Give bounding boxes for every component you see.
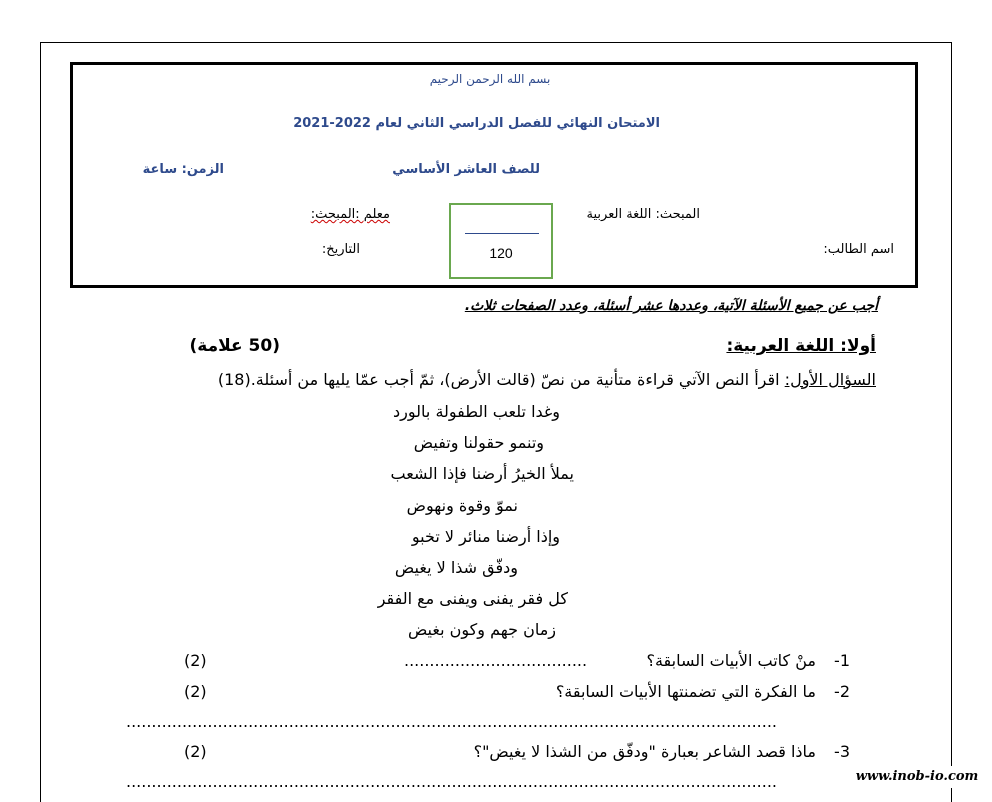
instructions: أجب عن جميع الأسئلة الآتية، وعددها عشر أسئلة، وعدد الصفحات ثلاث. [464, 298, 878, 314]
poem-line: ودفّق شذا لا يغيض [394, 558, 518, 577]
answer-line: ................................................................................................................................ [126, 712, 777, 731]
subq-number: 1- [834, 651, 850, 670]
poem-line: وتنمو حقولنا وتفيض [413, 433, 544, 452]
question1-label: السؤال الأول: [784, 370, 876, 389]
poem-line: نموّ وقوة ونهوض [406, 496, 518, 515]
poem-line: زمان جهم وكون بغيض [407, 620, 556, 639]
poem-line: وإذا أرضنا منائر لا تخبو [411, 527, 560, 546]
question1-text: اقرأ النص الآتي قراءة متأنية من نصّ (قالت الأرض)، ثمّ أجب عمّا يليها من أسئلة. [250, 370, 780, 389]
subq-text: ما الفكرة التي تضمنتها الأبيات السابقة؟ [555, 682, 816, 701]
subq-marks: (2) [184, 651, 207, 670]
subq-number: 3- [834, 742, 850, 761]
basmala: بسم الله الرحمن الرحيم [429, 72, 551, 86]
score-line [465, 233, 539, 234]
score-total: 120 [489, 245, 513, 261]
teacher-label [270, 207, 390, 222]
time-label: الزمن: ساعة [142, 162, 224, 177]
poem-line: وغدا تلعب الطفولة بالورد [393, 402, 560, 421]
student-name-label: اسم الطالب: [823, 242, 894, 257]
section-title: أولا: اللغة العربية: [726, 336, 876, 356]
exam-title: الامتحان النهائي للفصل الدراسي الثاني لعام 2022-2021 [293, 116, 660, 131]
question1 [120, 370, 876, 389]
page-border-right [951, 42, 952, 802]
section-marks: (50 علامة) [189, 336, 280, 356]
answer-line: ................................................................................................................................ [126, 772, 777, 791]
subq-marks: (2) [184, 742, 207, 761]
score-box [449, 203, 553, 279]
subq-number: 2- [834, 682, 850, 701]
answer-dots: .................................... [404, 651, 588, 670]
question1-marks: (18) [217, 370, 251, 389]
grade-label: للصف العاشر الأساسي [392, 162, 540, 177]
page-border-left [40, 42, 41, 802]
watermark: www.inob-io.com [852, 766, 982, 788]
subq-marks: (2) [184, 682, 207, 701]
poem-line: يملأ الخيرُ أرضنا فإذا الشعب [390, 464, 574, 483]
page-border-top [40, 42, 952, 43]
subq-text: منْ كاتب الأبيات السابقة؟ [646, 651, 816, 670]
poem-line: كل فقر يفنى ويفنى مع الفقر [377, 589, 568, 608]
subject-label: المبحث: اللغة العربية [586, 207, 700, 222]
teacher-text: معلم :المبحث: [310, 207, 390, 222]
date-label: التاريخ: [321, 242, 360, 257]
subq-text: ماذا قصد الشاعر بعبارة "ودفّق من الشذا لا يغيض"؟ [473, 742, 816, 761]
